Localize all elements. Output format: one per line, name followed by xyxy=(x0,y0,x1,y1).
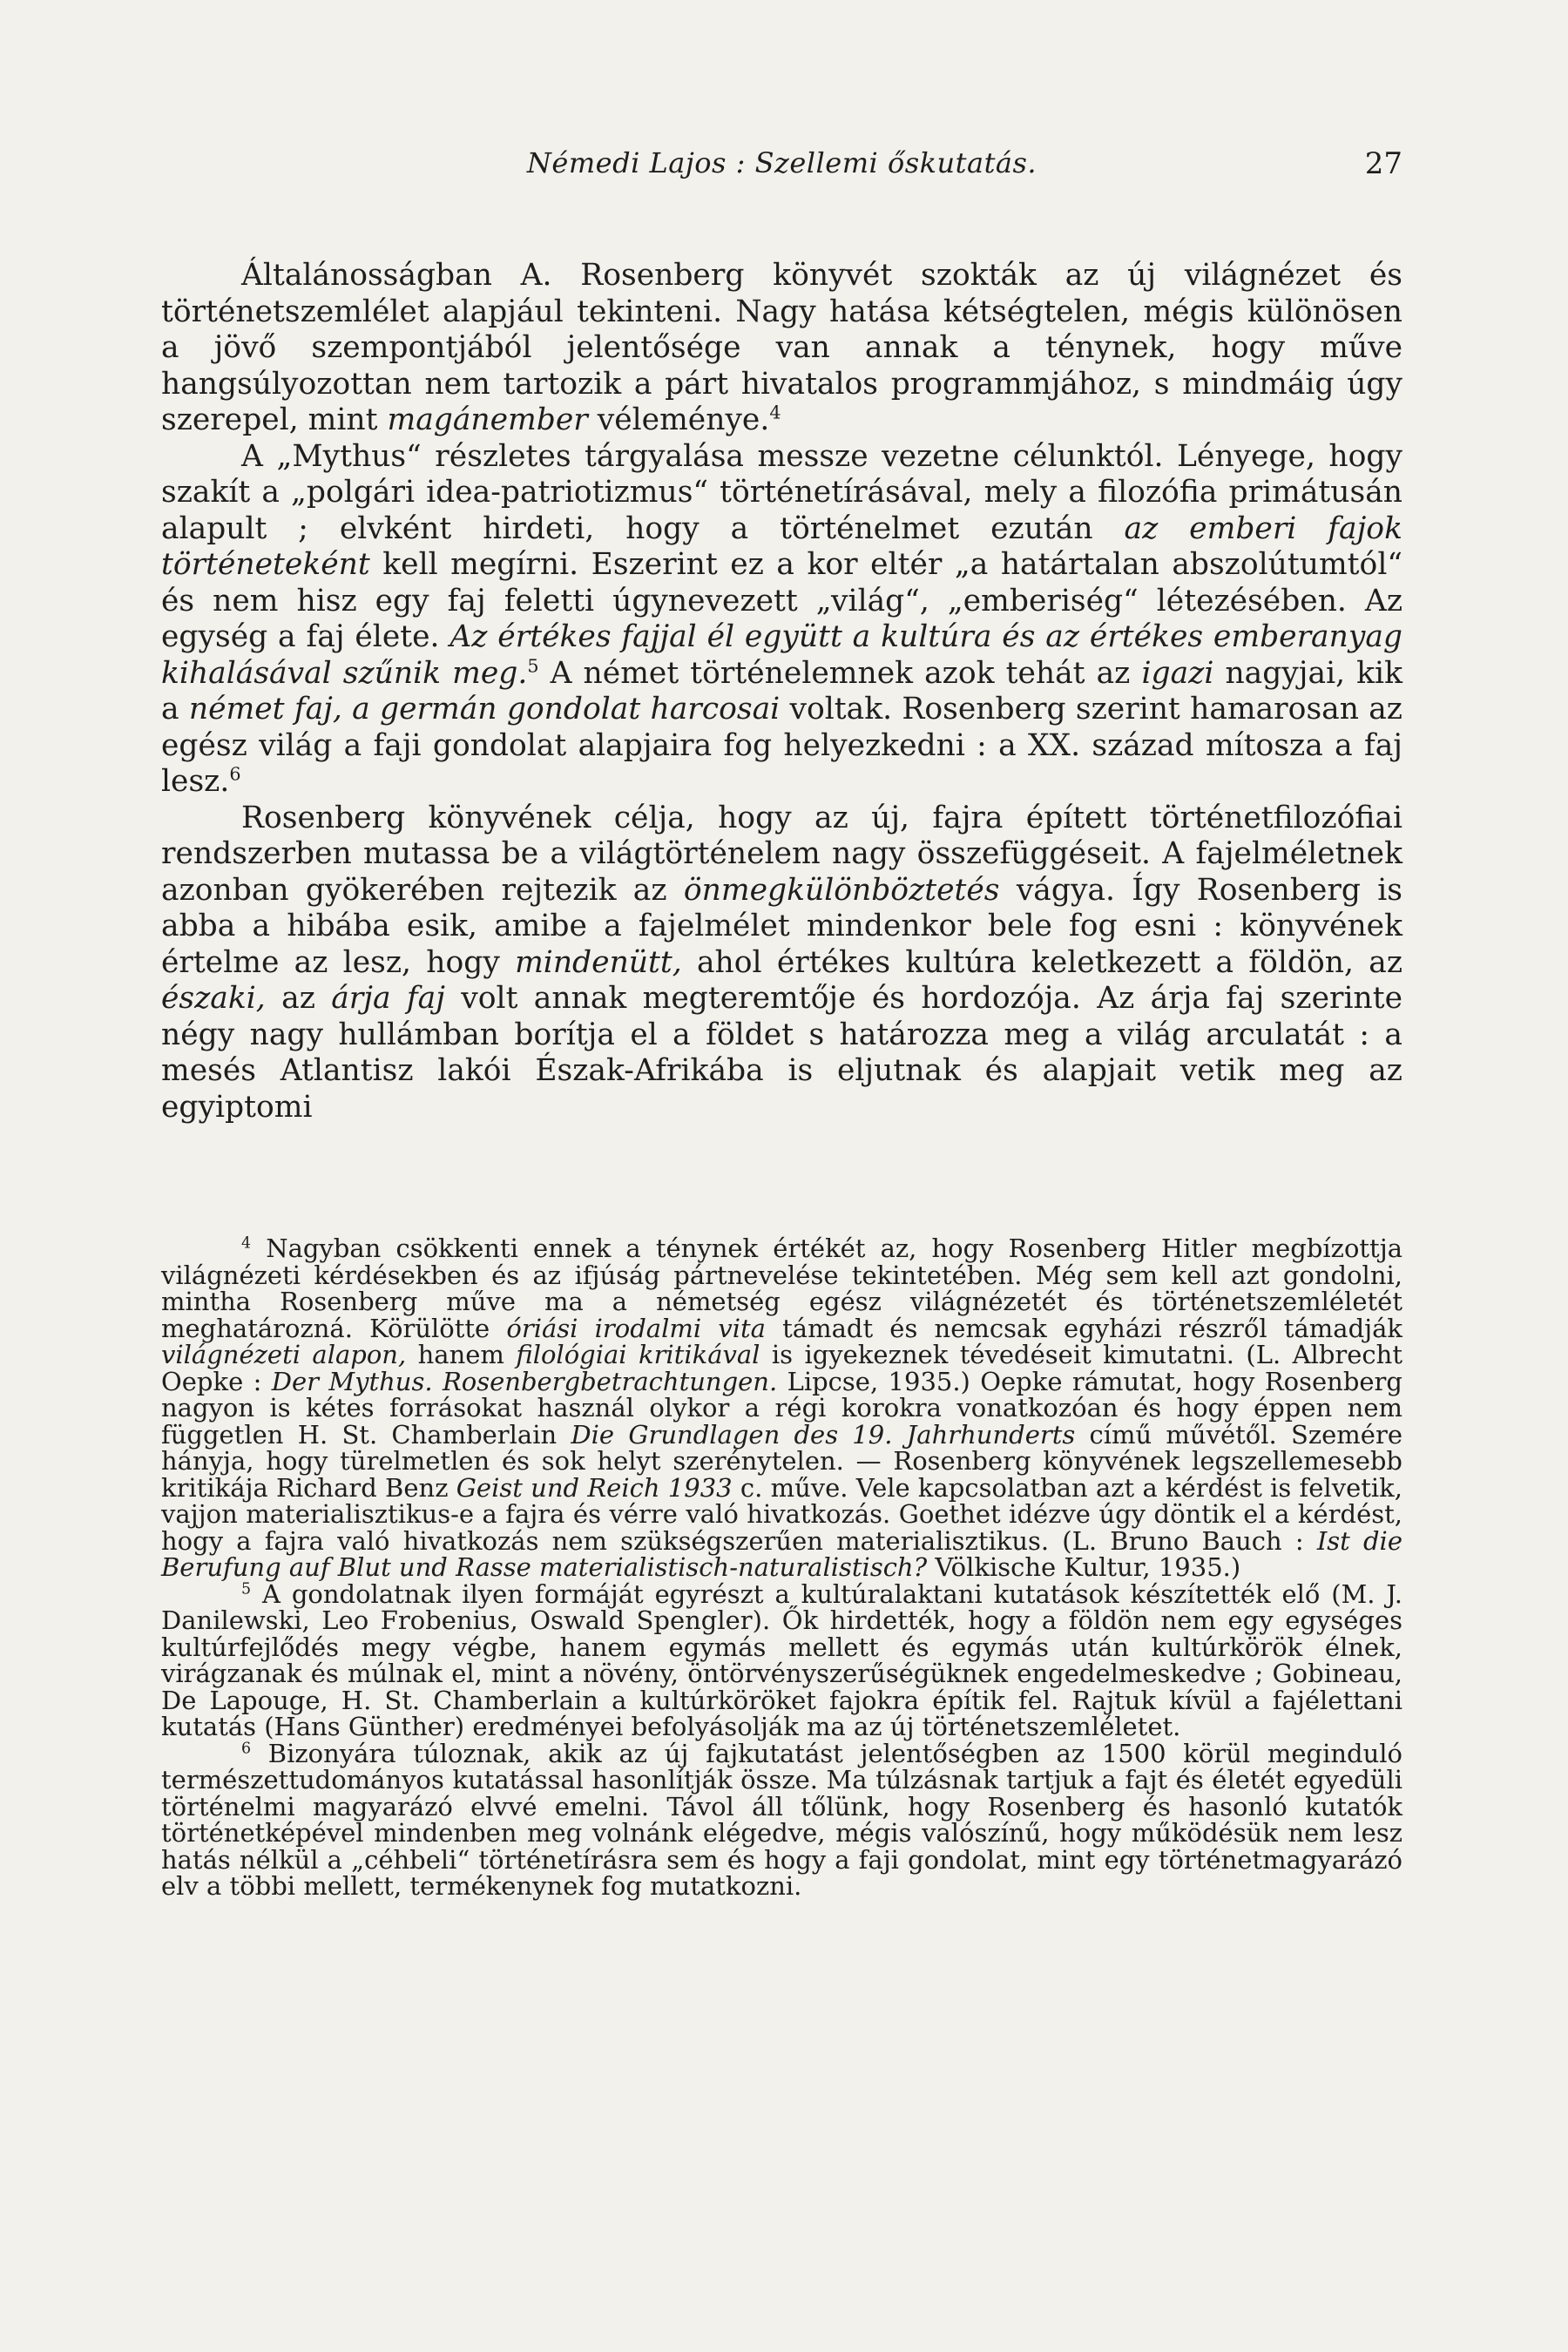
main-text xyxy=(161,258,1402,1125)
footnote-ref-4: 4 xyxy=(769,402,781,423)
page-header xyxy=(161,146,1402,190)
page-number: 27 xyxy=(1364,146,1402,181)
footnote-ref-5: 5 xyxy=(527,655,539,676)
footnote-marker-6: 6 xyxy=(241,1739,252,1757)
paragraph-2: A „Mythus“ részletes tárgyalása messze vezetne célunktól. Lényege, hogy szakít a „polgári idea-patriotizmus“ történetírásával, mely a filozófia primátusán alapult ; elvként hirdeti, hogy a történelmet ezután az emberi fajok történeteként kell megírni. Eszerint ez a kor eltér „a határtalan abszolútumtól“ és nem hisz egy faj feletti úgynevezett „világ“, „emberiség“ létezésében. Az egység a faj élete. Az értékes fajjal él együtt a kultúra és az értékes emberanyag kihalásával szűnik meg.$^5$ A német történelemnek azok tehát az igazi nagyjai, kik a német faj, a germán gondolat harcosai voltak. Rosenberg szerint hamarosan az egész világ a faji gondolat alapjaira fog helyezkedni : a XX. század mítosza a faj lesz.$^6$ xyxy=(161,438,1402,799)
footnotes xyxy=(161,1235,1402,1900)
footnote-4: $^4$ Nagyban csökkenti ennek a ténynek értékét az, hogy Rosenberg Hitler megbízottja világnézeti kérdésekben és az ifjúság pártnevelése tekintetében. Még sem kell azt gondolni, mintha Rosenberg műve ma a németség egész világnézetét és történetszemléletét meghatározná. Körülötte óriási irodalmi vita támadt és nemcsak egyházi részről támadják világnézeti alapon, hanem filológiai kritikával is igyekeznek tévedéseit kimutatni. (L. Albrecht Oepke : Der Mythus. Rosenbergbetrachtungen. Lipcse, 1935.) Oepke rámutat, hogy Rosenberg nagyon is kétes forrásokat használ olykor a régi korokra vonatkozóan és hogy éppen nem független H. St. Chamberlain Die Grundlagen des 19. Jahrhunderts című művétől. Szemére hányja, hogy türelmetlen és sok helyt szerénytelen. — Rosenberg könyvének legszellemesebb kritikája Richard Benz Geist und Reich 1933 c. műve. Vele kapcsolatban azt a kérdést is felvetik, vajjon materialisztikus-e a fajra és vérre való hivatkozás. Goethet idézve úgy döntik el a kérdést, hogy a fajra való hivatkozás nem szükségszerűen materialisztikus. (L. Bruno Bauch : Ist die Berufung auf Blut und Rasse materialistisch-naturalistisch? Völkische Kultur, 1935.) xyxy=(161,1233,1402,1582)
footnote-marker-5: 5 xyxy=(241,1579,252,1598)
paragraph-1: Általánosságban A. Rosenberg könyvét szokták az új világnézet és történetszemlélet alapjául tekinteni. Nagy hatása kétségtelen, mégis különösen a jövő szempontjából jelentősége van annak a ténynek, hogy műve hangsúlyozottan nem tartozik a párt hivatalos programmjához, s mindmáig úgy szerepel, mint magánember véleménye.$^4$ xyxy=(161,258,1402,437)
paragraph-3: Rosenberg könyvének célja, hogy az új, fajra épített történetfilozófiai rendszerben mutassa be a világtörténelem nagy összefüggéseit. A fajelméletnek azonban gyökerében rejtezik az önmegkülönböztetés vágya. Így Rosenberg is abba a hibába esik, amibe a fajelmélet mindenkor bele fog esni : könyvének értelme az lesz, hogy mindenütt, ahol értékes kultúra keletkezett a földön, az északi, az árja faj volt annak megteremtője és hordozója. Az árja faj szerinte négy nagy hullámban borítja el a földet s határozza meg a világ arculatát : a mesés Atlantisz lakói Észak-Afrikába is eljutnak és alapjait vetik meg az egyiptomi xyxy=(161,800,1403,1125)
footnote-ref-6: 6 xyxy=(229,763,241,785)
footnote-6: $^6$ Bizonyára túloznak, akik az új fajkutatást jelentőségben az 1500 körül meginduló természettudományos kutatással hasonlítják össze. Ma túlzásnak tartjuk a fajt és életét egyedüli történelmi magyarázó elvvé emelni. Távol áll tőlünk, hogy Rosenberg és hasonló kutatók történetképével mindenben meg volnánk elégedve, mégis valószínű, hogy működésük nem lesz hatás nélkül a „céhbeli“ történetírásra sem és hogy a faji gondolat, mint egy történetmagyarázó elv a többi mellett, termékenynek fog mutatkozni. xyxy=(161,1738,1402,1901)
footnote-marker-4: 4 xyxy=(241,1234,252,1253)
running-head: Némedi Lajos : Szellemi őskutatás. xyxy=(526,146,1037,179)
footnote-5: $^5$ A gondolatnak ilyen formáját egyrészt a kultúralaktani kutatások készítették elő (M. J. Danilewski, Leo Frobenius, Oswald Spengler). Ők hirdették, hogy a földön nem egy egységes kultúrfejlődés megy végbe, hanem egymás mellett és egymás után kultúrkörök élnek, virágzanak és múlnak el, mint a növény, öntörvényszerűségüknek engedelmeskedve ; Gobineau, De Lapouge, H. St. Chamberlain a kultúrköröket fajokra építik fel. Rajtuk kívül a fajélettani kutatás (Hans Günther) eredményei befolyásolják ma az új történetszemléletet. xyxy=(161,1578,1402,1741)
